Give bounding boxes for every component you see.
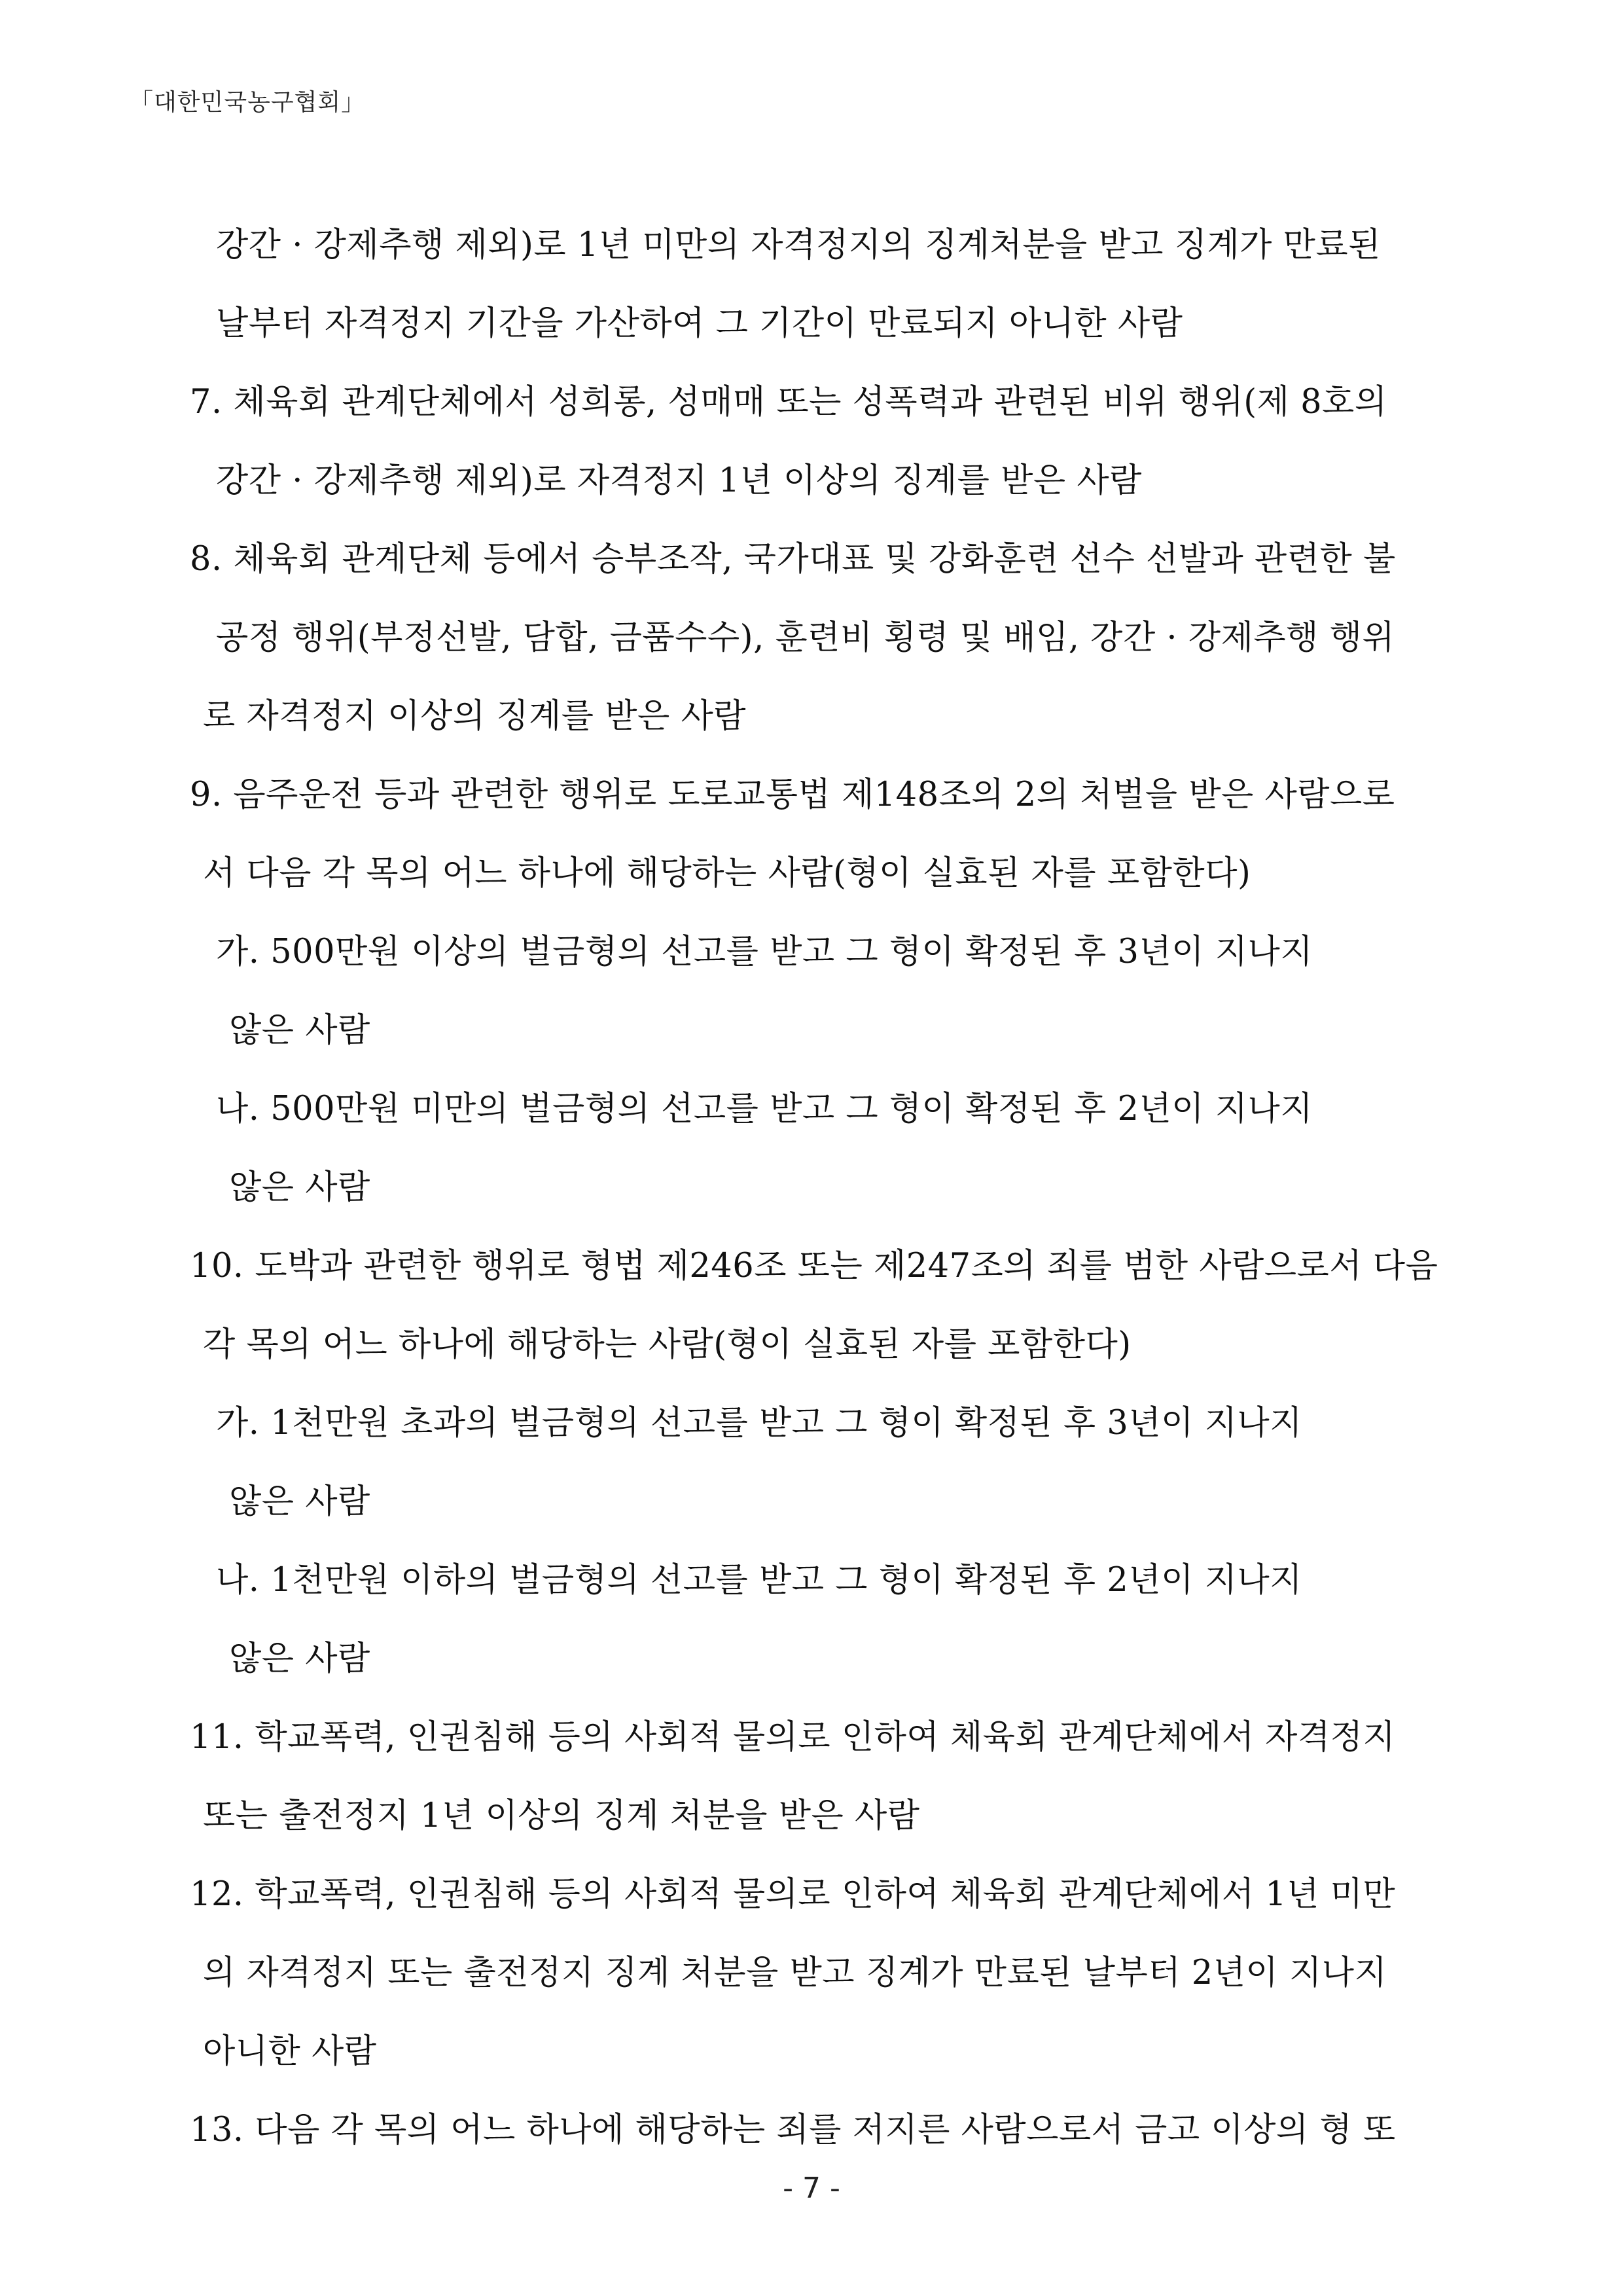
text-line: 9. 음주운전 등과 관련한 행위로 도로교통법 제148조의 2의 처벌을 받은 사람으로 [190, 776, 1395, 814]
text-line: 의 자격정지 또는 출전정지 징계 처분을 받고 징계가 만료된 날부터 2년이 지나지 [203, 1954, 1387, 1992]
text-line: 각 목의 어느 하나에 해당하는 사람(형이 실효된 자를 포함한다) [203, 1325, 1132, 1364]
text-line: 나. 1천만원 이하의 벌금형의 선고를 받고 그 형이 확정된 후 2년이 지나지 [216, 1561, 1302, 1600]
text-line: 10. 도박과 관련한 행위로 형법 제246조 또는 제247조의 죄를 범한 사람으로서 다음 [190, 1247, 1438, 1285]
page-number: - 7 - [783, 2172, 840, 2205]
text-line: 11. 학교폭력, 인권침해 등의 사회적 물의로 인하여 체육회 관계단체에서 자격정지 [190, 1718, 1396, 1757]
text-line: 공정 행위(부정선발, 담합, 금품수수), 훈련비 횡령 및 배임, 강간 · 강제추행 행위 [216, 619, 1395, 657]
text-line: 7. 체육회 관계단체에서 성희롱, 성매매 또는 성폭력과 관련된 비위 행위(제 8호의 [190, 383, 1387, 422]
text-line: 8. 체육회 관계단체 등에서 승부조작, 국가대표 및 강화훈련 선수 선발과 관련한 불 [190, 540, 1396, 579]
text-line: 나. 500만원 미만의 벌금형의 선고를 받고 그 형이 확정된 후 2년이 지나지 [216, 1090, 1313, 1128]
text-line: 않은 사람 [229, 1011, 370, 1050]
text-line: 않은 사람 [229, 1482, 370, 1521]
text-line: 12. 학교폭력, 인권침해 등의 사회적 물의로 인하여 체육회 관계단체에서 1년 미만 [190, 1875, 1396, 1914]
text-line: 강간 · 강제추행 제외)로 자격정지 1년 이상의 징계를 받은 사람 [216, 461, 1142, 500]
text-line: 또는 출전정지 1년 이상의 징계 처분을 받은 사람 [203, 1797, 920, 1835]
text-line: 서 다음 각 목의 어느 하나에 해당하는 사람(형이 실효된 자를 포함한다) [203, 854, 1251, 893]
text-line: 날부터 자격정지 기간을 가산하여 그 기간이 만료되지 아니한 사람 [216, 304, 1183, 343]
text-line: 아니한 사람 [203, 2032, 377, 2071]
text-line: 않은 사람 [229, 1640, 370, 1678]
text-line: 13. 다음 각 목의 어느 하나에 해당하는 죄를 저지른 사람으로서 금고 이상의 형 또 [190, 2111, 1396, 2149]
text-line: 가. 1천만원 초과의 벌금형의 선고를 받고 그 형이 확정된 후 3년이 지나지 [216, 1404, 1302, 1443]
document-header: 「대한민국농구협회」 [130, 89, 366, 116]
text-line: 강간 · 강제추행 제외)로 1년 미만의 자격정지의 징계처분을 받고 징계가 만료된 [216, 226, 1381, 264]
text-line: 가. 500만원 이상의 벌금형의 선고를 받고 그 형이 확정된 후 3년이 지나지 [216, 933, 1313, 971]
text-line: 로 자격정지 이상의 징계를 받은 사람 [203, 697, 747, 736]
text-line: 않은 사람 [229, 1168, 370, 1207]
